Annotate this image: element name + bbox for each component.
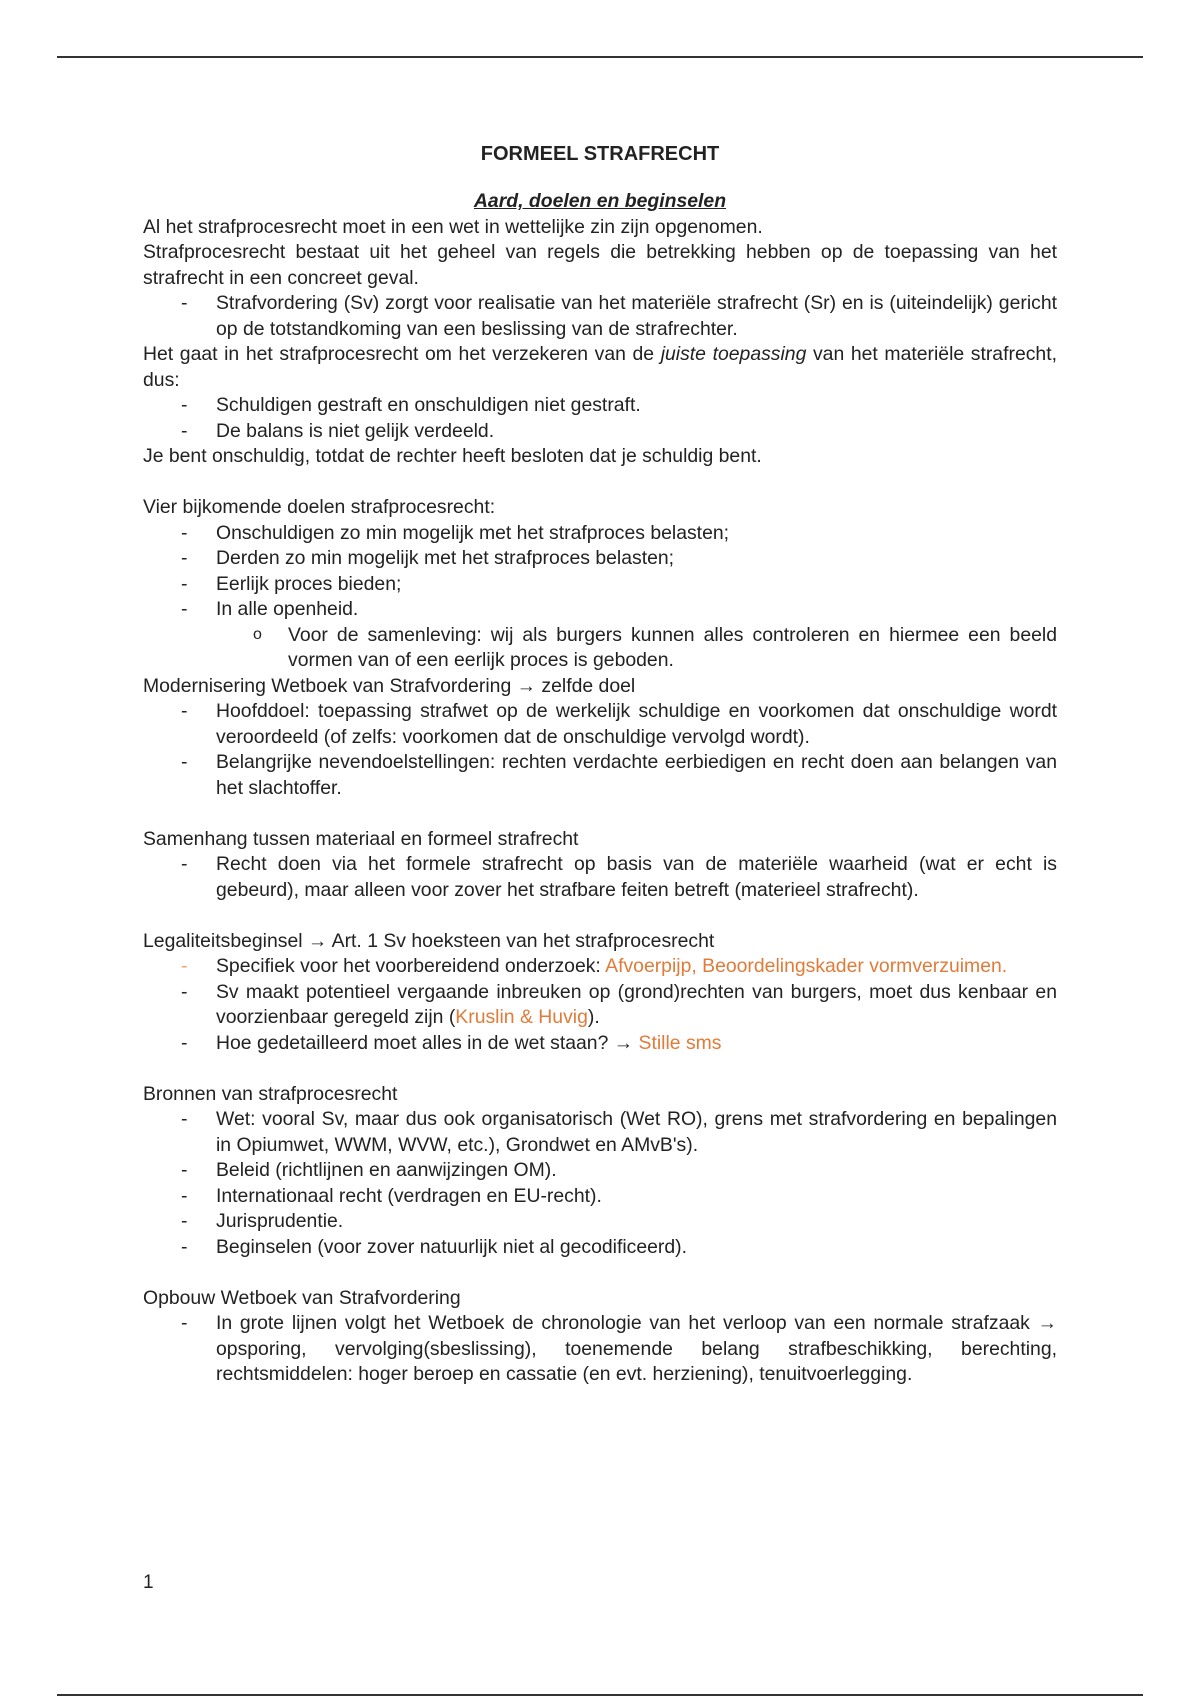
section-heading: Modernisering Wetboek van Strafvordering → zelfde doel: [143, 674, 636, 697]
list-item: - Beleid (richtlijnen en aanwijzingen OM).: [143, 1158, 1057, 1184]
section-heading: Bronnen van strafprocesrecht: [143, 1082, 398, 1105]
bullet-list: [143, 291, 1057, 342]
list-item: - Jurisprudentie.: [143, 1209, 1057, 1235]
list-item: - Derden zo min mogelijk met het strafproces belasten;: [143, 546, 1057, 572]
list-item: [143, 954, 1057, 980]
bullet-list: [143, 1311, 1057, 1388]
text-span: ).: [587, 1006, 600, 1028]
list-item: - Onschuldigen zo min mogelijk met het strafproces belasten;: [143, 521, 1057, 547]
page-number: 1: [143, 1572, 154, 1593]
paragraph: Strafprocesrecht bestaat uit het geheel van regels die betrekking hebben op de toepassing van het strafrecht in een concreet geval.: [143, 241, 1057, 289]
italic-text: juiste toepassing: [660, 343, 807, 365]
top-rule: [57, 56, 1143, 58]
document-page: [143, 141, 1057, 1388]
bullet-list: [143, 699, 1057, 801]
bullet-list: [143, 521, 1057, 623]
bullet-list: [143, 954, 1057, 1056]
bottom-rule: [57, 1694, 1143, 1696]
section-heading: Vier bijkomende doelen strafprocesrecht:: [143, 496, 496, 518]
paragraph: Je bent onschuldig, totdat de rechter heeft besloten dat je schuldig bent.: [143, 445, 762, 467]
list-item: - Belangrijke nevendoelstellingen: rechten verdachte eerbiedigen en recht doen aan belangen van het slachtoffer.: [143, 750, 1057, 801]
list-item: - Strafvordering (Sv) zorgt voor realisatie van het materiële strafrecht (Sr) en is (uiteindelijk) gericht op de totstandkoming van een beslissing van de strafrechter.: [143, 291, 1057, 342]
sub-list-item: o Voor de samenleving: wij als burgers kunnen alles controleren en hiermee een beeld vormen van of een eerlijk proces is geboden.: [143, 623, 1057, 674]
paragraph: [143, 342, 1057, 393]
list-item: [143, 980, 1057, 1031]
bullet-list: [143, 852, 1057, 903]
case-reference-link[interactable]: Afvoerpijp, Beoordelingskader vormverzuimen.: [605, 955, 1008, 977]
bullet-list: [143, 1107, 1057, 1260]
list-item: - Internationaal recht (verdragen en EU-recht).: [143, 1184, 1057, 1210]
text-span: Specifiek voor het voorbereidend onderzoek:: [216, 955, 606, 977]
list-item: - Beginselen (voor zover natuurlijk niet al gecodificeerd).: [143, 1235, 1057, 1261]
list-item: - Eerlijk proces bieden;: [143, 572, 1057, 598]
text-span: Hoe gedetailleerd moet alles in de wet staan? →: [216, 1031, 639, 1054]
section-heading: Samenhang tussen materiaal en formeel strafrecht: [143, 827, 579, 850]
list-item: - Wet: vooral Sv, maar dus ook organisatorisch (Wet RO), grens met strafvordering en bepalingen in Opiumwet, WWM, WVW, etc.), Grondwet en AMvB's).: [143, 1107, 1057, 1158]
case-reference-link[interactable]: Kruslin & Huvig: [455, 1006, 588, 1028]
list-item: - In alle openheid.: [143, 597, 1057, 623]
section-heading: Opbouw Wetboek van Strafvordering: [143, 1286, 461, 1309]
text-span: van het materiële strafrecht, dus:: [143, 343, 1057, 391]
section-subtitle: Aard, doelen en beginselen: [473, 190, 727, 212]
list-item: - De balans is niet gelijk verdeeld.: [143, 419, 1057, 445]
text-span: Het gaat in het strafprocesrecht om het verzekeren van de: [143, 343, 661, 365]
bullet-list: [143, 393, 1057, 444]
list-item: - Schuldigen gestraft en onschuldigen niet gestraft.: [143, 393, 1057, 419]
sub-bullet-list: [143, 623, 1057, 674]
paragraph: Al het strafprocesrecht moet in een wet in wettelijke zin zijn opgenomen.: [143, 215, 763, 238]
section-heading: Legaliteitsbeginsel → Art. 1 Sv hoeksteen van het strafprocesrecht: [143, 929, 715, 952]
list-item: [143, 1031, 1057, 1057]
list-item: - Hoofddoel: toepassing strafwet op de werkelijk schuldige en voorkomen dat onschuldige wordt veroordeeld (of zelfs: voorkomen dat de onschuldige vervolgd wordt).: [143, 699, 1057, 750]
list-item: - Recht doen via het formele strafrecht op basis van de materiële waarheid (wat er echt is gebeurd), maar alleen voor zover het strafbare feiten betreft (materieel strafrecht).: [143, 852, 1057, 903]
case-reference-link[interactable]: Stille sms: [638, 1031, 722, 1054]
list-item: - In grote lijnen volgt het Wetboek de chronologie van het verloop van een normale strafzaak → opsporing, vervolging(sbeslissing), toenemende belang strafbeschikking, berechting, rechtsmiddelen: hoger beroep en cassatie (en evt. herziening), tenuitvoerlegging.: [143, 1311, 1057, 1388]
text-span: Sv maakt potentieel vergaande inbreuken op (grond)rechten van burgers, moet dus kenbaar en voorzienbaar geregeld zijn (: [216, 980, 1057, 1028]
document-title: FORMEEL STRAFRECHT: [480, 143, 720, 165]
